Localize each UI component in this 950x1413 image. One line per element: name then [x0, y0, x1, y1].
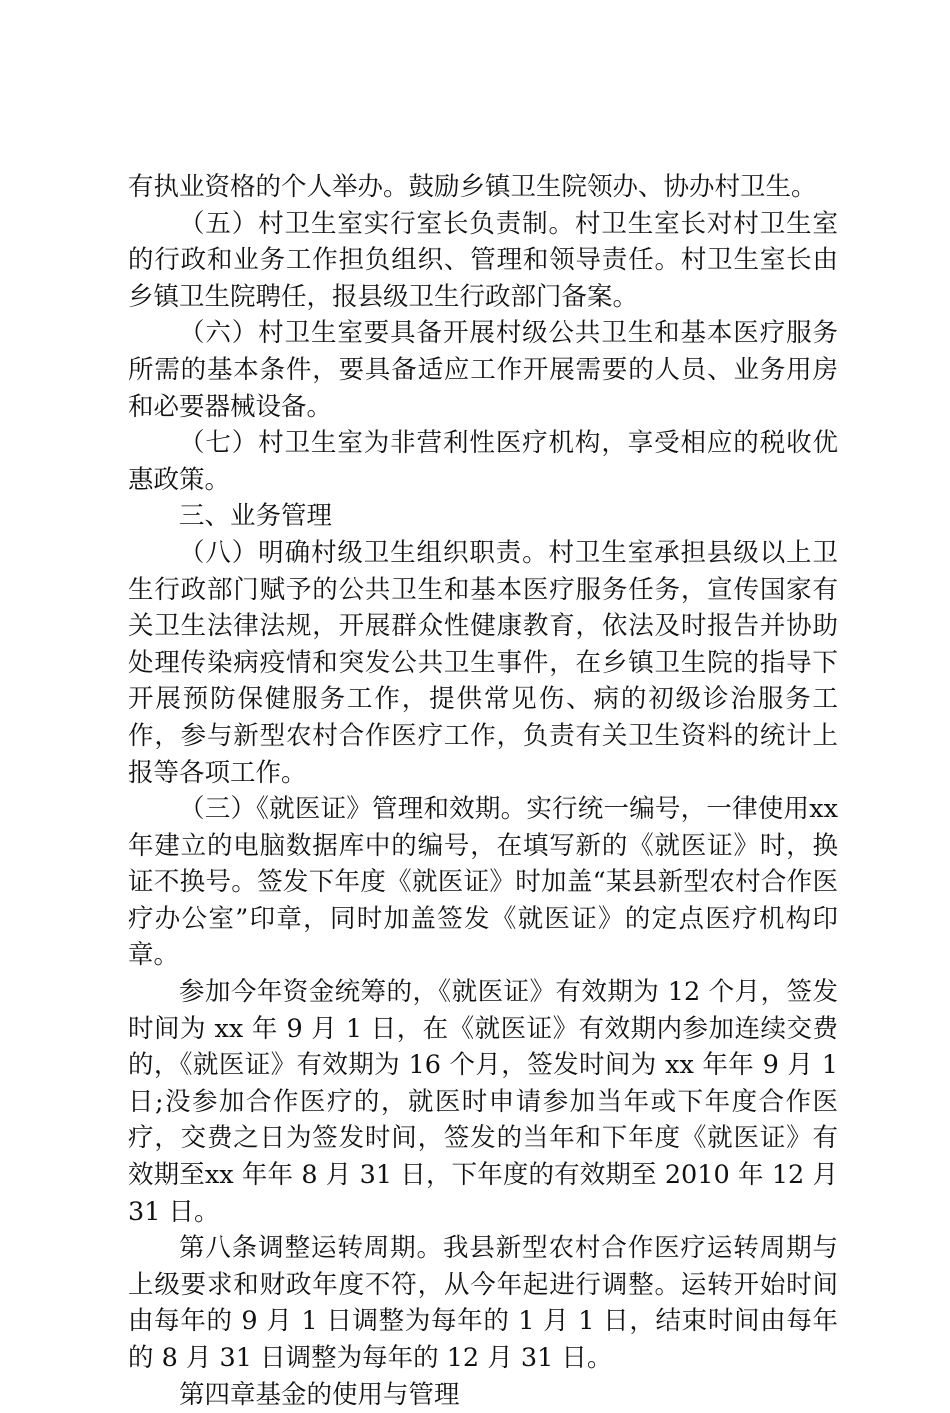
chapter-heading-fund-management: 第四章基金的使用与管理	[179, 1379, 460, 1410]
paragraph-item-8: （八）明确村级卫生组织职责。村卫生室承担县级以上卫生行政部门赋予的公共卫生和基本医疗服务任务，宣传国家有关卫生法律法规，开展群众性健康教育，依法及时报告并协助处理传染病疫情和突发公共卫生事件，在乡镇卫生院的指导下开展预防保健服务工作，提供常见伤、病的初级诊治服务工作，参与新型农村合作医疗工作，负责有关卫生资料的统计上报等各项工作。	[128, 537, 838, 788]
paragraph-continuation: 有执业资格的个人举办。鼓励乡镇卫生院领办、协办村卫生。	[128, 172, 817, 202]
paragraph-item-5: （五）村卫生室实行室长负责制。村卫生室长对村卫生室的行政和业务工作担负组织、管理和领导责任。村卫生室长由乡镇卫生院聘任，报县级卫生行政部门备案。	[128, 208, 838, 312]
section-heading-business-management: 三、业务管理	[179, 501, 333, 532]
paragraph-item-6: （六）村卫生室要具备开展村级公共卫生和基本医疗服务所需的基本条件，要具备适应工作开展需要的人员、业务用房和必要器械设备。	[128, 318, 838, 422]
document-body	[128, 169, 838, 1413]
paragraph-card-validity: 参加今年资金统筹的，《就医证》有效期为 12 个月，签发时间为 xx 年 9 月 1 日，在《就医证》有效期内参加连续交费的，《就医证》有效期为 16 个月，签发时间为 xx 年年 9 月 1 日;没参加合作医疗的，就医时申请参加当年或下年度合作医疗，交费之日为签发时间，签发的当年和下年度《就医证》有效期至xx 年年 8 月 31 日，下年度的有效期至 2010 年 12 月 31 日。	[128, 977, 838, 1227]
paragraph-article-8: 第八条调整运转周期。我县新型农村合作医疗运转周期与上级要求和财政年度不符，从今年起进行调整。运转开始时间由每年的 9 月 1 日调整为每年的 1 月 1 日，结束时间由每年的 8 月 31 日调整为每年的 12 月 31 日。	[128, 1233, 838, 1373]
paragraph-item-7: （七）村卫生室为非营利性医疗机构，享受相应的税收优惠政策。	[128, 428, 838, 495]
paragraph-medical-card-management: （三）《就医证》管理和效期。实行统一编号，一律使用xx 年建立的电脑数据库中的编号，在填写新的《就医证》时，换证不换号。签发下年度《就医证》时加盖“某县新型农村合作医疗办公室”印章，同时加盖签发《就医证》的定点医疗机构印章。	[128, 794, 838, 971]
